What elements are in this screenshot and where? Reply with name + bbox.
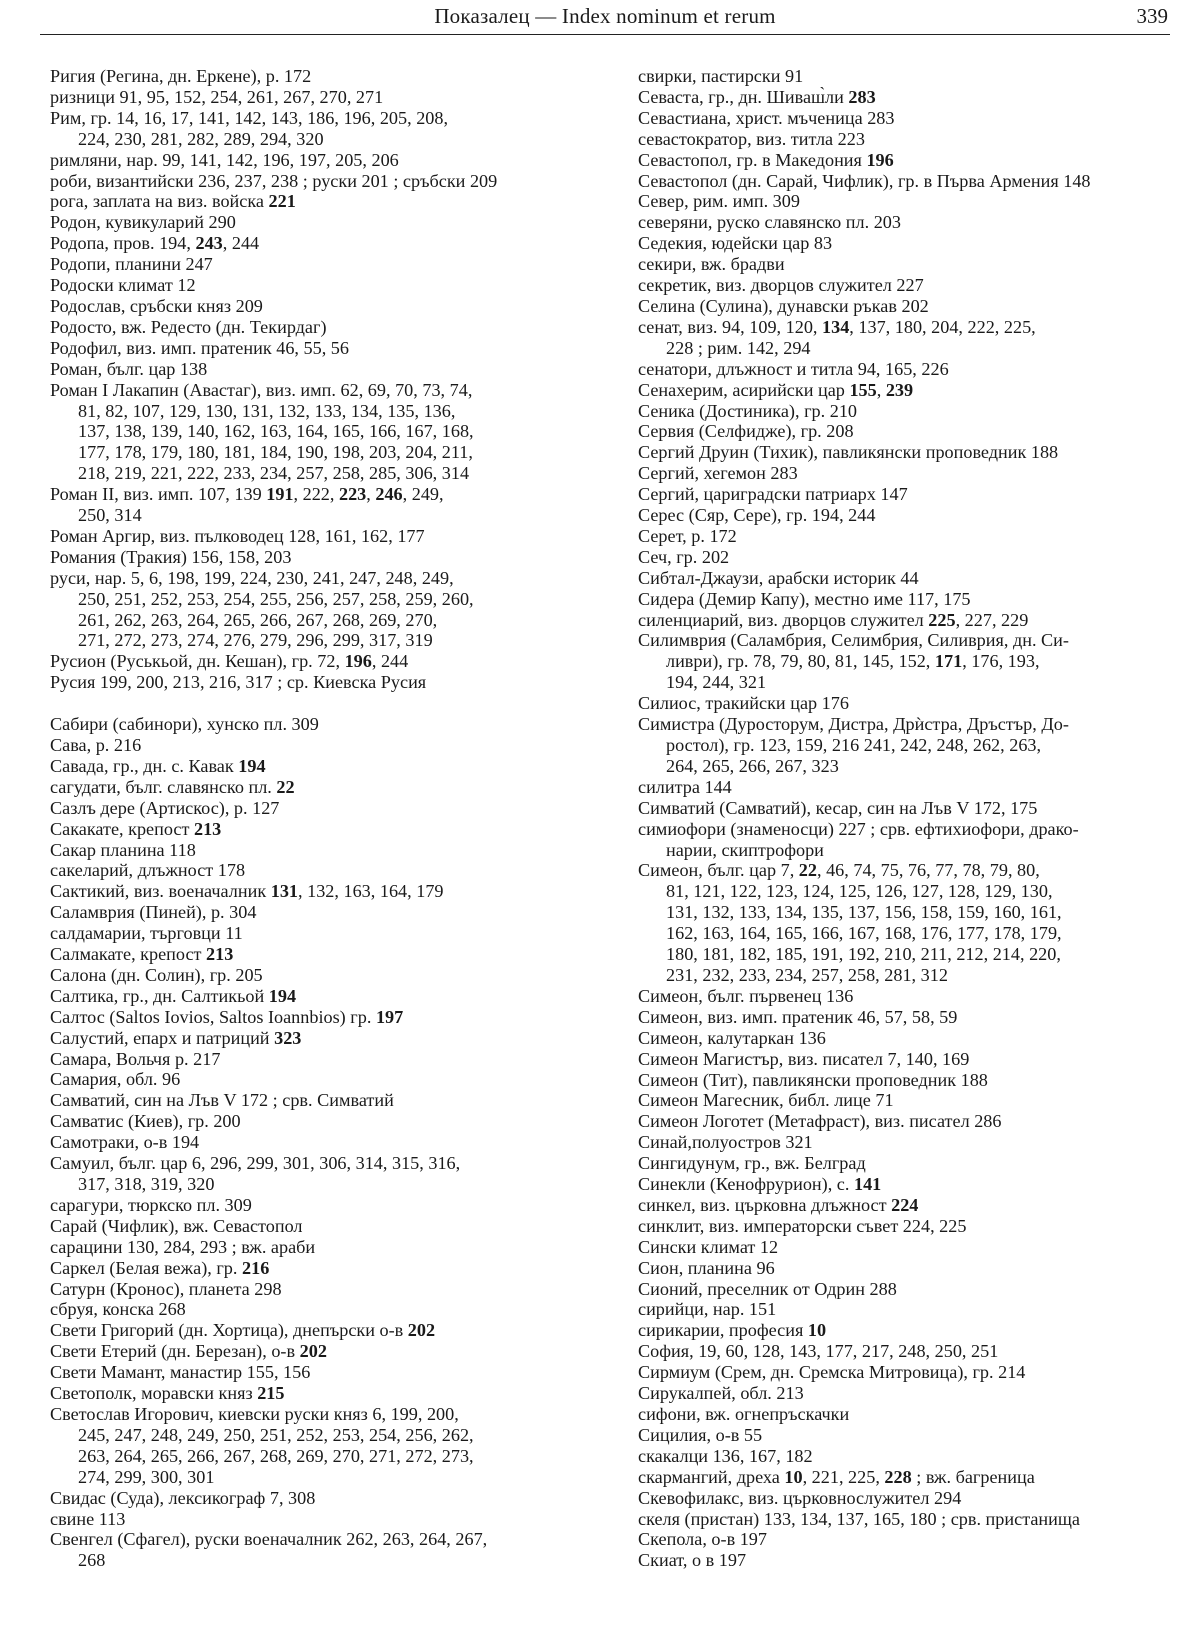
entry-text: Сергий, хегемон 283 (638, 463, 798, 484)
index-entry (50, 66, 595, 87)
entry-text: Сервия (Селфидже), гр. 208 (638, 421, 854, 442)
index-entry (50, 902, 595, 923)
entry-text: Родопи, планини 247 (50, 254, 213, 275)
entry-page-bold: 131 (270, 881, 298, 902)
entry-text: Серет, р. 172 (638, 525, 737, 546)
index-entry (50, 296, 595, 317)
index-entry (638, 1425, 1183, 1446)
index-entry (50, 547, 595, 568)
entry-text: руси, нар. 5, 6, 198, 199, 224, 230, 241, 247, 248, 249, 250, 251, 252, 253, 254, 255, 256, 257, 258, 259, 260, 261, 262, 263, 264, 265, 266, 267, 268, 269, 270, 271, 272, 273, 274, 276, 279, 296, 299, 317, 319 (50, 567, 474, 651)
index-entry (638, 484, 1183, 505)
index-entry (50, 1529, 595, 1571)
index-entry (50, 840, 595, 861)
entry-text: Родофил, виз. имп. пратеник 46, 55, 56 (50, 337, 349, 358)
index-entry (50, 1216, 595, 1237)
index-entry (50, 798, 595, 819)
entry-text: Сакар планина 118 (50, 839, 196, 860)
entry-text: свирки, пастирски 91 (638, 66, 804, 86)
entry-page-bold: 141 (853, 1174, 882, 1195)
index-entry (50, 1404, 595, 1488)
entry-page-bold: 228 (884, 1466, 912, 1487)
page-header (40, 0, 1170, 35)
index-entry (50, 1258, 595, 1279)
index-entry (638, 1279, 1183, 1300)
entry-text: Скевофилакс, виз. църковнослужител 294 (638, 1487, 962, 1508)
entry-text: секретик, виз. дворцов служител 227 (638, 275, 924, 296)
index-entry (638, 1237, 1183, 1258)
entry-text: Самватий, син на Лъв V 172 ; срв. Симватий (50, 1090, 394, 1111)
entry-text: сакеларий, длъжност 178 (50, 860, 246, 881)
index-entry (638, 1341, 1183, 1362)
entry-text: Симеон, бълг. цар 7, (638, 860, 799, 881)
index-entry (50, 986, 595, 1007)
entry-text: Сингидунум, гр., вж. Белград (638, 1153, 866, 1174)
index-entry (638, 108, 1183, 129)
entry-text: Светополк, моравски княз (50, 1383, 258, 1404)
entry-text: Русия 199, 200, 213, 216, 317 ; ср. Киевска Русия (50, 672, 427, 693)
entry-text: , 137, 180, 204, 222, 225, 228 ; рим. 142, 294 (666, 316, 1036, 358)
entry-text: Симеон Магистър, виз. писател 7, 140, 169 (638, 1048, 970, 1069)
entry-page-bold: 194 (268, 985, 297, 1006)
entry-text: свине 113 (50, 1508, 126, 1529)
index-entry (50, 212, 595, 233)
entry-text: Русион (Руськьой, дн. Кешан), гр. 72, (50, 651, 345, 672)
index-entry (50, 1362, 595, 1383)
entry-text: , (876, 379, 886, 400)
index-entry (50, 526, 595, 547)
index-entry (50, 1028, 595, 1049)
index-entry (50, 1383, 595, 1404)
entry-text: Самватис (Киев), гр. 200 (50, 1111, 241, 1132)
index-entry (50, 380, 595, 485)
entry-text: сенатори, длъжност и титла 94, 165, 226 (638, 358, 949, 379)
entry-text: Севастопол (дн. Сарай, Чифлик), гр. в Първа Армения 148 (638, 170, 1091, 191)
entry-page-bold: 216 (242, 1257, 270, 1278)
index-entry (638, 463, 1183, 484)
index-entry (50, 819, 595, 840)
entry-text: Сергий, цариградски патриарх 147 (638, 484, 908, 505)
entry-text: Родослав, сръбски княз 209 (50, 295, 263, 316)
entry-text: Симеон Логотет (Метафраст), виз. писател 286 (638, 1111, 1002, 1132)
entry-text: сарацини 130, 284, 293 ; вж. араби (50, 1236, 316, 1257)
index-entry (638, 87, 1183, 108)
entry-text: скармангий, дреха (638, 1466, 785, 1487)
running-title: Показалец — Index nominum et rerum (434, 4, 776, 28)
index-entry (638, 129, 1183, 150)
index-entry (638, 296, 1183, 317)
entry-text: Сински климат 12 (638, 1236, 779, 1257)
entry-page-bold: 323 (274, 1027, 302, 1048)
entry-text: Симеон, виз. имп. пратеник 46, 57, 58, 59 (638, 1006, 958, 1027)
entry-text: Сакакате, крепост (50, 818, 194, 839)
entry-text: Свети Етерий (дн. Березан), о-в (50, 1341, 300, 1362)
entry-text: Ригия (Регина, дн. Еркене), р. 172 (50, 66, 312, 86)
index-entry (638, 1362, 1183, 1383)
entry-text: Сабири (сабинори), хунско пл. 309 (50, 714, 319, 735)
index-entry (50, 672, 595, 693)
entry-text: сарагури, тюркско пл. 309 (50, 1194, 252, 1215)
entry-text: Свети Мамант, манастир 155, 156 (50, 1362, 311, 1383)
index-entry (50, 317, 595, 338)
entry-page-bold: 223 (338, 484, 367, 505)
entry-text: сирикарии, професия (638, 1320, 808, 1341)
entry-text: Салустий, епарх и патриций (50, 1027, 275, 1048)
index-entry (50, 1049, 595, 1070)
entry-text: Салтика, гр., дн. Салтикьой (50, 985, 269, 1006)
entry-text: Роман Аргир, виз. пълководец 128, 161, 162, 177 (50, 525, 425, 546)
entry-text: Салмакате, крепост (50, 944, 207, 965)
entry-page-bold: 221 (268, 191, 296, 212)
entry-text: София, 19, 60, 128, 143, 177, 217, 248, 250, 251 (638, 1341, 999, 1362)
entry-text: , 176, 193, 194, 244, 321 (666, 651, 1040, 693)
entry-text: сифони, вж. огнепръскачки (638, 1404, 850, 1424)
index-entry (638, 1174, 1183, 1195)
entry-text: Свидас (Суда), лексикограф 7, 308 (50, 1487, 316, 1508)
entry-text: секири, вж. брадви (638, 254, 785, 275)
entry-text: сагудати, бълг. славянско пл. (50, 776, 277, 797)
index-entry (50, 1299, 595, 1320)
index-entry (50, 1279, 595, 1300)
entry-page-bold: 194 (238, 755, 266, 776)
entry-text: Севастиана, христ. мъченица 283 (638, 107, 895, 128)
index-entry (50, 777, 595, 798)
entry-text: Родоски климат 12 (50, 275, 196, 296)
entry-text: Сактикий, виз. военачалник (50, 881, 271, 902)
entry-page-bold: 202 (407, 1320, 436, 1341)
entry-text: салдамарии, търговци 11 (50, 923, 243, 944)
entry-page-bold: 283 (848, 86, 876, 107)
entry-text: Саламврия (Пиней), р. 304 (50, 902, 257, 923)
index-entry (50, 756, 595, 777)
entry-text: Самария, обл. 96 (50, 1069, 181, 1090)
entry-text: симиофори (знаменосци) 227 ; срв. ефтихиофори, драко- нарии, скиптрофори (638, 818, 1079, 860)
index-entry (50, 1488, 595, 1509)
entry-page-bold: 22 (276, 776, 295, 797)
index-entry (638, 1299, 1183, 1320)
entry-text: Сергий Друин (Тихик), павликянски проповедник 188 (638, 442, 1059, 463)
entry-text: сбруя, конска 268 (50, 1299, 186, 1320)
index-entry (50, 108, 595, 150)
index-column-left (50, 66, 595, 1571)
entry-page-bold: 246 (375, 484, 403, 505)
entry-page-bold: 243 (195, 233, 223, 254)
entry-text: , (366, 484, 376, 505)
entry-page-bold: 171 (934, 651, 963, 672)
entry-text: Силиос, тракийски цар 176 (638, 693, 849, 714)
entry-text: сирийци, нар. 151 (638, 1299, 777, 1320)
index-entry (638, 1070, 1183, 1091)
entry-text: , 221, 225, (802, 1466, 885, 1487)
index-entry (638, 380, 1183, 401)
index-entry (50, 254, 595, 275)
entry-page-bold: 197 (375, 1006, 404, 1027)
entry-text: Свети Григорий (дн. Хортица), днепърски о-в (50, 1320, 408, 1341)
index-entry (638, 171, 1183, 192)
index-entry (50, 881, 595, 902)
index-entry (50, 651, 595, 672)
index-entry (50, 1090, 595, 1111)
page-number: 339 (1136, 4, 1168, 28)
entry-text: Симеон, бълг. първенец 136 (638, 985, 854, 1006)
entry-text: Скепола, о-в 197 (638, 1529, 767, 1550)
entry-text: , 227, 229 (955, 609, 1029, 630)
entry-text: Роман, бълг. цар 138 (50, 358, 208, 379)
index-entry (638, 860, 1183, 985)
entry-text: сенат, виз. 94, 109, 120, (638, 316, 823, 337)
index-entry (50, 568, 595, 652)
entry-text: Севастопол, гр. в Македония (638, 149, 867, 170)
entry-text: Седекия, юдейски цар 83 (638, 233, 833, 254)
entry-page-bold: 239 (885, 379, 914, 400)
entry-text: силитра 144 (638, 776, 732, 797)
entry-text: Самотраки, о-в 194 (50, 1132, 200, 1153)
index-entry (638, 66, 1183, 87)
index-entry (50, 735, 595, 756)
index-entry (638, 233, 1183, 254)
index-entry (50, 1320, 595, 1341)
index-entry (50, 191, 595, 212)
entry-text: Романия (Тракия) 156, 158, 203 (50, 546, 292, 567)
index-entry (50, 150, 595, 171)
entry-page-bold: 134 (822, 316, 850, 337)
entry-text: Сион, планина 96 (638, 1257, 775, 1278)
entry-page-bold: 213 (193, 818, 222, 839)
entry-page-bold: 215 (257, 1383, 285, 1404)
index-entry (638, 254, 1183, 275)
entry-text: Сава, р. 216 (50, 734, 142, 755)
entry-text: Рим, гр. 14, 16, 17, 141, 142, 143, 186, 196, 205, 208, 224, 230, 281, 282, 289, 294, 320 (50, 107, 449, 149)
entry-text: Симеон Магесник, библ. лице 71 (638, 1090, 894, 1111)
index-entry (638, 714, 1183, 777)
index-entry (50, 359, 595, 380)
entry-text: Самара, Вольчя р. 217 (50, 1048, 221, 1069)
entry-text: Роман II, виз. имп. 107, 139 (50, 484, 267, 505)
index-entry (638, 1320, 1183, 1341)
entry-text: Саркел (Белая вежа), гр. (50, 1257, 242, 1278)
entry-text: Сазлъ дере (Артискос), р. 127 (50, 797, 280, 818)
index-entry (638, 610, 1183, 631)
index-entry (638, 1153, 1183, 1174)
index-entry (50, 965, 595, 986)
index-entry (50, 714, 595, 735)
entry-page-bold: 224 (891, 1194, 919, 1215)
entry-text: Свенгел (Сфагел), руски военачалник 262, 263, 264, 267, 268 (50, 1529, 488, 1571)
entry-text: , 244 (222, 233, 260, 254)
index-entry (638, 1529, 1183, 1550)
index-entry (638, 1488, 1183, 1509)
entry-text: Родопа, пров. 194, (50, 233, 196, 254)
entry-text: Севаста, гр., дн. Шиваш̀ли (638, 86, 849, 107)
entry-text: Силимврия (Саламбрия, Селимбрия, Силиврия, дн. Си- ливри), гр. 78, 79, 80, 81, 145, 152, (638, 630, 1069, 672)
index-entry (50, 944, 595, 965)
entry-page-bold: 10 (807, 1320, 827, 1341)
index-entry (50, 171, 595, 192)
entry-text: синклит, виз. императорски съвет 224, 225 (638, 1215, 967, 1236)
entry-text: римляни, нар. 99, 141, 142, 196, 197, 205, 206 (50, 149, 399, 170)
index-entry (638, 1132, 1183, 1153)
index-entry (638, 317, 1183, 359)
index-entry (50, 484, 595, 526)
entry-text: Скиат, о в 197 (638, 1550, 747, 1571)
index-entry (638, 630, 1183, 693)
entry-text: Сатурн (Кронос), планета 298 (50, 1278, 282, 1299)
entry-text: севастократор, виз. титла 223 (638, 128, 865, 149)
index-entry (638, 1404, 1183, 1425)
index-entry (638, 359, 1183, 380)
entry-text: Сирукалпей, обл. 213 (638, 1383, 804, 1404)
entry-text: рога, заплата на виз. войска (50, 191, 269, 212)
index-entry (638, 526, 1183, 547)
index-entry (638, 1383, 1183, 1404)
index-entry (638, 421, 1183, 442)
index-entry (50, 1237, 595, 1258)
entry-page-bold: 155 (849, 379, 877, 400)
index-entry (50, 1509, 595, 1530)
entry-text: Серес (Сяр, Сере), гр. 194, 244 (638, 505, 876, 526)
index-entry (638, 275, 1183, 296)
index-entry (638, 212, 1183, 233)
entry-text: Север, рим. имп. 309 (638, 191, 800, 212)
index-entry (638, 1258, 1183, 1279)
entry-text: Сарай (Чифлик), вж. Севастопол (50, 1215, 303, 1236)
index-entry (638, 505, 1183, 526)
index-entry (638, 693, 1183, 714)
entry-text: Сидера (Демир Капу), местно име 117, 175 (638, 588, 971, 609)
index-entry (638, 819, 1183, 861)
entry-text: Сенахерим, асирийски цар (638, 379, 850, 400)
entry-text: Светослав Игорович, киевски руски княз 6, 199, 200, 245, 247, 248, 249, 250, 251, 252, 253, 254, 256, 262, 263, 264, 265, 266, 267, 268, 269, 270, 271, 272, 273, 274, 299, 300, 301 (50, 1403, 474, 1487)
index-entry (50, 923, 595, 944)
entry-text: силенциарий, виз. дворцов служител (638, 609, 929, 630)
entry-page-bold: 191 (266, 484, 294, 505)
index-entry (50, 1069, 595, 1090)
index-entry (638, 568, 1183, 589)
index-entry (638, 1509, 1183, 1530)
entry-text: Сибтал-Джаузи, арабски историк 44 (638, 567, 919, 588)
index-entry (638, 986, 1183, 1007)
index-column-right (638, 66, 1183, 1571)
index-entry (638, 401, 1183, 422)
entry-text: Родосто, вж. Редесто (дн. Текирдаг) (50, 316, 327, 337)
index-entry (638, 1007, 1183, 1028)
index-entry (50, 1132, 595, 1153)
entry-text: Сирмиум (Срем, дн. Сремска Митровица), гр. 214 (638, 1362, 1026, 1383)
entry-text: ; вж. багреница (911, 1466, 1035, 1487)
index-entry (50, 275, 595, 296)
entry-page-bold: 196 (866, 149, 894, 170)
entry-text: синкел, виз. църковна длъжност (638, 1194, 892, 1215)
entry-text: Симистра (Дуросторум, Дистра, Дрѝстра, Дръстър, До- ростол), гр. 123, 159, 216 241, 242, 248, 262, 263, 264, 265, 266, 267, 323 (638, 714, 1069, 776)
entry-text: , 249, 250, 314 (78, 484, 444, 526)
index-entry (638, 589, 1183, 610)
entry-text: Селина (Сулина), дунавски ръкав 202 (638, 295, 929, 316)
index-entry (50, 1341, 595, 1362)
entry-text: Синай,полуостров 321 (638, 1132, 813, 1153)
entry-text: Сеника (Достиника), гр. 210 (638, 400, 858, 421)
index-entry (50, 1153, 595, 1195)
entry-page-bold: 213 (206, 944, 234, 965)
index-entry (638, 150, 1183, 171)
index-entry (50, 1007, 595, 1028)
index-entry (638, 777, 1183, 798)
entry-text: скеля (пристан) 133, 134, 137, 165, 180 ; срв. пристанища (638, 1508, 1080, 1529)
index-entry (50, 860, 595, 881)
section-gap (50, 693, 595, 714)
entry-page-bold: 10 (784, 1466, 803, 1487)
entry-text: Салтос (Saltos Iovios, Saltos Ioannbios) гр. (50, 1006, 376, 1027)
entry-text: , 222, (293, 484, 339, 505)
entry-text: Самуил, бълг. цар 6, 296, 299, 301, 306, 314, 315, 316, 317, 318, 319, 320 (50, 1153, 461, 1195)
entry-text: северяни, руско славянско пл. 203 (638, 212, 901, 233)
index-entry (638, 547, 1183, 568)
index-entry (50, 87, 595, 108)
entry-text: Симватий (Самватий), кесар, син на Лъв V 172, 175 (638, 797, 1038, 818)
index-entry (638, 1446, 1183, 1467)
entry-text: Сеч, гр. 202 (638, 546, 730, 567)
entry-text: , 244 (371, 651, 409, 672)
entry-text: Сионий, преселник от Одрин 288 (638, 1278, 897, 1299)
index-entry (638, 1195, 1183, 1216)
index-entry (638, 1111, 1183, 1132)
entry-text: , 132, 163, 164, 179 (298, 881, 444, 902)
index-entry (638, 191, 1183, 212)
entry-text: скакалци 136, 167, 182 (638, 1445, 813, 1466)
entry-text: Савада, гр., дн. с. Кавак (50, 755, 239, 776)
index-entry (638, 1090, 1183, 1111)
index-entry (50, 1195, 595, 1216)
entry-text: , 46, 74, 75, 76, 77, 78, 79, 80, 81, 121, 122, 123, 124, 125, 126, 127, 128, 129, 130, 131, 132, 133, 134, 135, 137, 156, 158, 159, 160, 161, 162, 163, 164, 165, 166, 167, 168, 176, 177, 178, 179, 180, 181, 182, 185, 191, 192, 210, 211, 212, 214, 220, 231, 232, 233, 234, 257, 258, 281, 312 (666, 860, 1062, 985)
entry-text: Сицилия, о-в 55 (638, 1424, 763, 1445)
index-entry (638, 1028, 1183, 1049)
entry-text: Симеон, калутаркан 136 (638, 1027, 826, 1048)
index-entry (638, 798, 1183, 819)
entry-text: Симеон (Тит), павликянски проповедник 188 (638, 1069, 988, 1090)
index-entry (50, 233, 595, 254)
entry-text: роби, византийски 236, 237, 238 ; руски 201 ; сръбски 209 (50, 170, 498, 191)
entry-page-bold: 196 (344, 651, 372, 672)
index-entry (50, 338, 595, 359)
entry-text: Роман I Лакапин (Авастаг), виз. имп. 62, 69, 70, 73, 74, 81, 82, 107, 129, 130, 131, 132, 133, 134, 135, 136, 137, 138, 139, 140, 162, 163, 164, 165, 166, 167, 168, 177, 178, 179, 180, 181, 184, 190, 198, 203, 204, 211, 218, 219, 221, 222, 233, 234, 257, 258, 285, 306, 314 (50, 379, 474, 484)
entry-text: Синекли (Кенофрурион), с. (638, 1174, 854, 1195)
index-entry (638, 442, 1183, 463)
entry-text: ризници 91, 95, 152, 254, 261, 267, 270, 271 (50, 86, 384, 107)
index-entry (638, 1216, 1183, 1237)
entry-text: Родон, кувикуларий 290 (50, 212, 236, 233)
index-entry (50, 1111, 595, 1132)
index-entry (638, 1550, 1183, 1571)
index-entry (638, 1049, 1183, 1070)
entry-text: Салона (дн. Солин), гр. 205 (50, 964, 263, 985)
entry-page-bold: 22 (798, 860, 817, 881)
index-entry (638, 1467, 1183, 1488)
entry-page-bold: 202 (299, 1341, 327, 1362)
entry-page-bold: 225 (928, 609, 956, 630)
